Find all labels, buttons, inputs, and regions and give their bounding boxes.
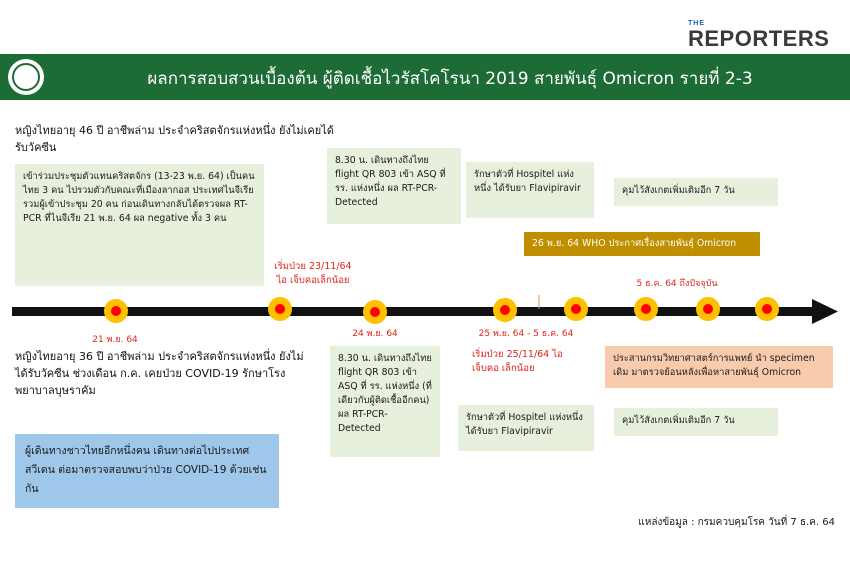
timeline-marker-8: [755, 297, 779, 321]
reporters-logo: [688, 20, 828, 54]
case3-heading: หญิงไทยอายุ 36 ปี อาชีพล่าม ประจำคริสตจักรแห่งหนึ่ง ยังไม่ได้รับวัคซีน ช่วงเดือน ก.ค. เคยป่วย COVID-19 รักษาโรงพยาบาลบุษราคัม: [15, 350, 304, 397]
dmsc-specimen-note: ประสานกรมวิทยาศาสตร์การแพทย์ นำ specimen เดิม มาตรวจย้อนหลังเพื่อหาสายพันธุ์ Omicron: [605, 346, 833, 388]
timeline-marker-nov24: [363, 300, 387, 324]
sweden-traveler-note: ผู้เดินทางชาวไทยอีกหนึ่งคน เดินทางต่อไปประเทศสวีเดน ต่อมาตรวจสอบพบว่าป่วย COVID-19 ด้วยเช่นกัน: [15, 434, 279, 508]
banner-title: ผลการสอบสวนเบื้องต้น ผู้ติดเชื้อไวรัสโคโรนา 2019 สายพันธุ์ Omicron รายที่ 2-3: [147, 69, 753, 89]
timeline-marker-dec5: [634, 297, 658, 321]
timeline-marker-nov21: [104, 299, 128, 323]
department-of-disease-control-seal-icon: [8, 59, 44, 95]
case2-quarantine-note: คุมไว้สังเกตเพิ่มเติมอีก 7 วัน: [614, 178, 778, 206]
title-banner: [0, 54, 850, 100]
case2-onset-label: เริ่มป่วย 23/11/64 ไอ เจ็บคอเล็กน้อย: [274, 261, 352, 286]
date-label-nov21: 21 พ.ย. 64: [92, 335, 138, 345]
date-label-nov24: 24 พ.ย. 64: [352, 329, 398, 339]
logo-small-text: THE: [688, 20, 705, 27]
case3-quarantine-note: คุมไว้สังเกตเพิ่มเติมอีก 7 วัน: [614, 408, 778, 436]
case2-arrival-note: 8.30 น. เดินทางถึงไทย flight QR 803 เข้า ASQ ที่ รร. แห่งหนึ่ง ผล RT-PCR- Detected: [327, 148, 461, 224]
date-label-nov25-dec5: 25 พ.ย. 64 - 5 ธ.ค. 64: [478, 329, 574, 339]
case3-arrival-note: 8.30 น. เดินทางถึงไทย flight QR 803 เข้า ASQ ที่ รร. แห่งหนึ่ง (ที่เดียวกับผู้ติดเชื้ออีกคน) ผล RT-PCR- Detected: [330, 346, 440, 457]
timeline-marker-nov26: [564, 297, 588, 321]
source-credit: แหล่งข้อมูล : กรมควบคุมโรค วันที่ 7 ธ.ค. 64: [638, 517, 835, 528]
case3-onset-label: เริ่มป่วย 25/11/64 ไอ เจ็บคอ เล็กน้อย: [472, 349, 563, 374]
case3-hospitel-note: รักษาตัวที่ Hospitel แห่งหนึ่ง ได้รับยา Flavipiravir: [458, 405, 594, 451]
timeline-marker-nov23: [268, 297, 292, 321]
case2-meeting-note: เข้าร่วมประชุมตัวแทนคริสตจักร (13-23 พ.ย. 64) เป็นคนไทย 3 คน ไปรวมตัวกับคณะที่เมืองลากอส ประเทศไนจีเรีย รวมผู้เข้าประชุม 20 คน ก่อนเดินทางกลับได้ตรวจผล RT-PCR ที่ไนจีเรีย 21 พ.ย. 64 ผล negative ทั้ง 3 คน: [15, 164, 264, 286]
date-label-dec5: 5 ธ.ค. 64 ถึงปัจจุบัน: [636, 279, 718, 289]
who-announcement-note: 26 พ.ย. 64 WHO ประกาศเรื่องสายพันธุ์ Omicron: [524, 232, 760, 256]
case2-heading: หญิงไทยอายุ 46 ปี อาชีพล่าม ประจำคริสตจักรแห่งหนึ่ง ยังไม่เคยได้รับวัคซีน: [15, 124, 334, 154]
timeline-marker-nov25: [493, 298, 517, 322]
logo-main-text: REPORTERS: [688, 26, 830, 51]
case2-hospitel-note: รักษาตัวที่ Hospitel แห่งหนึ่ง ได้รับยา Flavipiravir: [466, 162, 594, 218]
timeline-marker-7: [696, 297, 720, 321]
